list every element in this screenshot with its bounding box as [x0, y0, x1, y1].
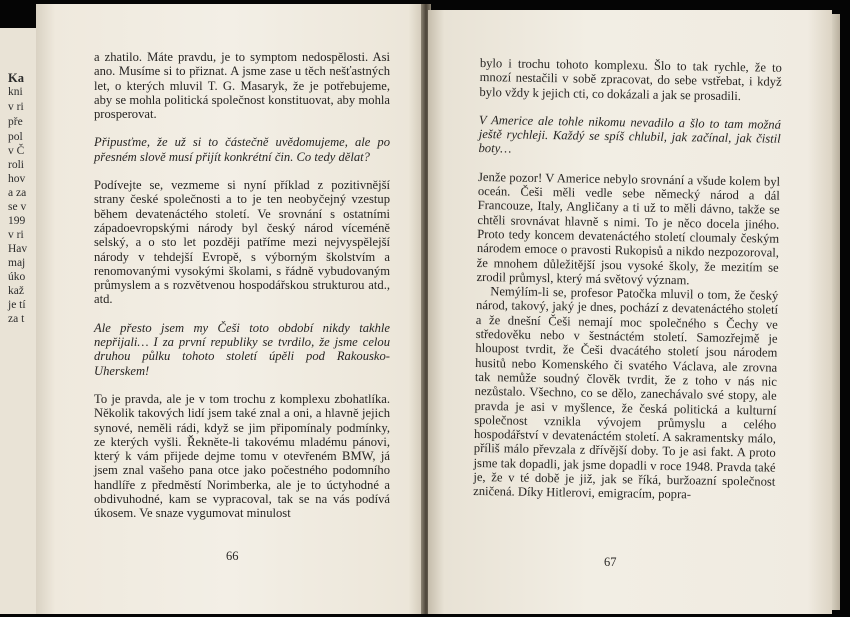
- paragraph: To je pravda, ale je v tom trochu z komplexu zbohatlíka. Několik takových lidí jsem také znal a oni, a hlavně jejich synové, neměli rádi, když se jim připomínaly podmínky, ze kterých vyšli. Řekněte-li takovému mladému pánovi, který k vám přijede dejme tomu v otevřeném BMW, já jsem znal vašeho pana otce jako počestného podomního handlíře z předměstí Norimberka, ale je to úctyhodné a obdivuhodné, kam se vypracoval, tak se na vás podívá úkosem. Ve snaze vygumovat minulost: [94, 391, 390, 521]
- previous-page-fragment: úko: [8, 271, 26, 283]
- previous-page-fragment: hov: [8, 173, 26, 185]
- paragraph: Nemýlím-li se, profesor Patočka mluvil o tom, že český národ, takový, jaký je dnes, pochází z devatenáctého století a že dnešní Češi nemají moc společného s Čechy ve středověku nebo v šestnáctém století. Samozřejmě je hloupost tvrdit, že Češi dvacátého století jsou národem husitů nebo Komenského či svatého Václava, ale zrovna tak nemůže soudný člověk tvrdit, že z toho v nás nic nezůstalo. Všechno, co se dělo, zanechávalo své stopy, ale pravda je asi v myšlence, že česká politická a kulturní společnost vznikla vývojem průmyslu a celého hospodářství v devatenáctém století. A sakramentsky málo, příliš málo převzala z dřívější doby. To je asi fakt. A proto jsme tak dopadli, jak jsme dopadli v roce 1948. Pravda také je, že v té době je již, jak se říká, buržoazní společnost zničená. Díky Hitlerovi, emigracím, popra-: [473, 284, 779, 502]
- previous-page-fragment: roli: [8, 159, 24, 171]
- previous-page-fragment: maj: [8, 257, 26, 269]
- paragraph: bylo i trochu tohoto komplexu. Šlo to tak rychle, že to mnozí nestačili v sobě zpracovat, do sebe vstřebat, i když bylo vždy k jejich cti, co dokázali a jak se prosadili.: [479, 56, 782, 103]
- question-paragraph: V Americe ale tohle nikomu nevadilo a šlo to tam možná ještě rychleji. Každý se spíš chlubil, jak začínal, jak čistil boty…: [478, 112, 782, 156]
- previous-page-fragment: se v: [8, 201, 27, 213]
- previous-page-fragment: 199: [8, 215, 26, 227]
- previous-page-fragment: pře: [8, 116, 23, 128]
- page-stack-edge: [832, 14, 840, 610]
- right-page-text: [473, 56, 782, 503]
- right-page: [428, 10, 832, 614]
- previous-page-fragment: v ri: [8, 229, 24, 241]
- left-page-text: [94, 50, 390, 521]
- previous-page-fragment: kni: [8, 86, 23, 98]
- previous-page-fragment: za t: [8, 313, 25, 325]
- paragraph: Jenže pozor! V Americe nebylo srovnání a všude kolem byl oceán. Češi měli vedle sebe německý národ a dál Francouze, Italy, Angličany a ti už to měli dávno, takže se chtěli srovnávat hlavně s nimi. To je něco docela jiného. Proto tedy koncem devatenáctého století cloumaly českým národem emoce o pravosti Rukopisů a nikdo nezpozoroval, že mnohem důležitější jsou vysoké školy, že mezitím se zrodil průmysl, který má světový význam.: [476, 169, 781, 288]
- previous-page-fragment: kaž: [8, 285, 24, 297]
- previous-page-fragment: pol: [8, 131, 23, 143]
- previous-page-fragment: v ri: [8, 101, 24, 113]
- question-paragraph: Ale přesto jsem my Češi toto období nikdy takhle nepřijali… I za první republiky se tvrdilo, že jsme celou druhou půlku tohoto století úpěli pod Rakousko-Uherskem!: [94, 320, 390, 378]
- page-number: 67: [604, 555, 617, 569]
- left-page: [36, 4, 424, 614]
- previous-page-fragment: je tí: [8, 299, 26, 311]
- paragraph: Podívejte se, vezmeme si nyní příklad z pozitivnější strany české společnosti a to je ten neobyčejný vzestup během devatenáctého století. Ve srovnání s ostatními západoevropskými národy byl český národ víceméně selský, a o sto let později patříme mezi nejvyspělejší národy v tehdejší Evropě, s výborným školstvím a renomovanými vysokými školami, s řádně vybudovaným průmyslem a s rozvětvenou hospodářskou strukturou atd., atd.: [94, 178, 390, 307]
- question-paragraph: Připusťme, že už si to částečně uvědomujeme, ale po přesném slově musí přijít konkrétní čin. Co tedy dělat?: [94, 135, 390, 164]
- paragraph: a zhatilo. Máte pravdu, je to symptom nedospělosti. Asi ano. Musíme si to přiznat. A jsme zase u těch nešťastných let, o kterých mluvil T. G. Masaryk, že je potřebujeme, aby se mohla politická společnost konstituovat, aby mohla prosperovat.: [94, 50, 390, 122]
- previous-page-fragment: v Č: [8, 145, 25, 157]
- previous-page-fragment: Ka: [8, 71, 24, 85]
- page-number: 66: [226, 549, 239, 563]
- previous-page-edge: [0, 28, 36, 614]
- previous-page-fragment: a za: [8, 187, 27, 199]
- previous-page-fragment: Hav: [8, 243, 28, 255]
